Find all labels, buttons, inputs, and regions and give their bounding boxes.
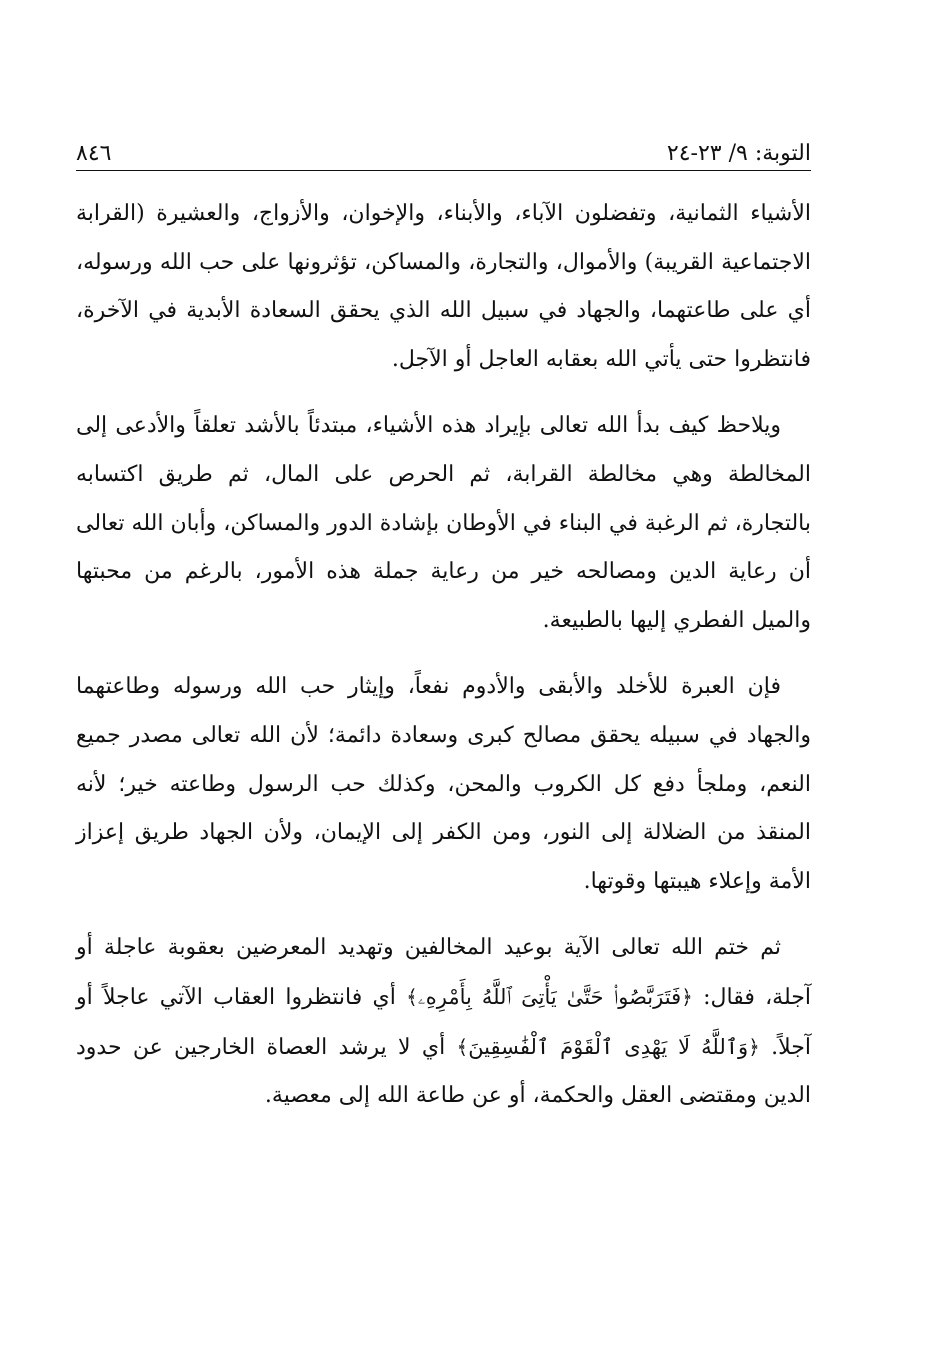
paragraph-1: الأشياء الثمانية، وتفضلون الآباء، والأبناء، والإخوان، والأزواج، والعشيرة (القرابة الاجتماعية القريبة) والأموال، والتجارة، والمساكن، تؤثرونها على حب الله ورسوله، أي على طاعتهما، والجهاد في سبيل الله الذي يحقق السعادة الأبدية في الآخرة، فانتظروا حتى يأتي الله بعقابه العاجل أو الآجل. — [76, 201, 811, 372]
page-number: ٨٤٦ — [76, 141, 112, 166]
verse-close-brace: ﴾ — [456, 1034, 469, 1059]
paragraph-3: فإن العبرة للأخلد والأبقى والأدوم نفعاً، وإيثار حب الله ورسوله وطاعتهما والجهاد في سبيله يحقق مصالح كبرى وسعادة دائمة؛ لأن الله تعالى مصدر جميع النعم، وملجأ دفع كل الكروب والمحن، وكذلك حب الرسول وطاعته خير؛ لأنه المنقذ من الضلالة إلى النور، ومن الكفر إلى الإيمان، ولأن الجهاد طريق إعزاز الأمة وإعلاء هيبتها وقوتها. — [76, 674, 811, 894]
verse-1-commentary: أي فانتظروا العقاب الآتي عاجلاً أو آجلاً. — [76, 984, 811, 1060]
paragraph-2: ويلاحظ كيف بدأ الله تعالى بإيراد هذه الأشياء، مبتدئاً بالأشد تعلقاً والأدعى إلى المخالطة وهي مخالطة القرابة، ثم الحرص على المال، ثم طريق اكتسابه بالتجارة، ثم الرغبة في البناء في الأوطان بإشادة الدور والمساكن، وأبان الله تعالى أن رعاية الدين ومصالحه خير من رعاية جملة هذه الأمور، بالرغم من محبتها والميل الفطري إليها بالطبيعة. — [76, 413, 811, 633]
page-body — [76, 190, 811, 1139]
header-divider — [76, 170, 811, 171]
verse-close-brace: ﴾ — [406, 984, 418, 1009]
verse-open-brace: ﴿ — [748, 1034, 760, 1059]
paragraph-4 — [76, 924, 811, 1120]
quran-verse-1: فَتَرَبَّصُوا۟ حَتَّىٰ يَأْتِىَ ٱللَّهُ بِأَمْرِهِۦ — [417, 984, 682, 1009]
quran-verse-2: وَٱللَّهُ لَا يَهْدِى ٱلْقَوْمَ ٱلْفَٰسِقِينَ — [468, 1034, 749, 1059]
page-header — [76, 133, 811, 169]
chapter-reference: التوبة: ٩/ ٢٣-٢٤ — [666, 141, 811, 166]
paragraph-4-intro: ثم ختم الله تعالى الآية بوعيد المخالفين وتهديد المعرضين بعقوبة عاجلة أو آجلة، فقال: — [76, 935, 811, 1010]
verse-2-commentary: أي لا يرشد العصاة الخارجين عن حدود الدين ومقتضى العقل والحكمة، أو عن طاعة الله إلى معصية. — [76, 1034, 811, 1109]
verse-open-brace: ﴿ — [681, 984, 693, 1009]
